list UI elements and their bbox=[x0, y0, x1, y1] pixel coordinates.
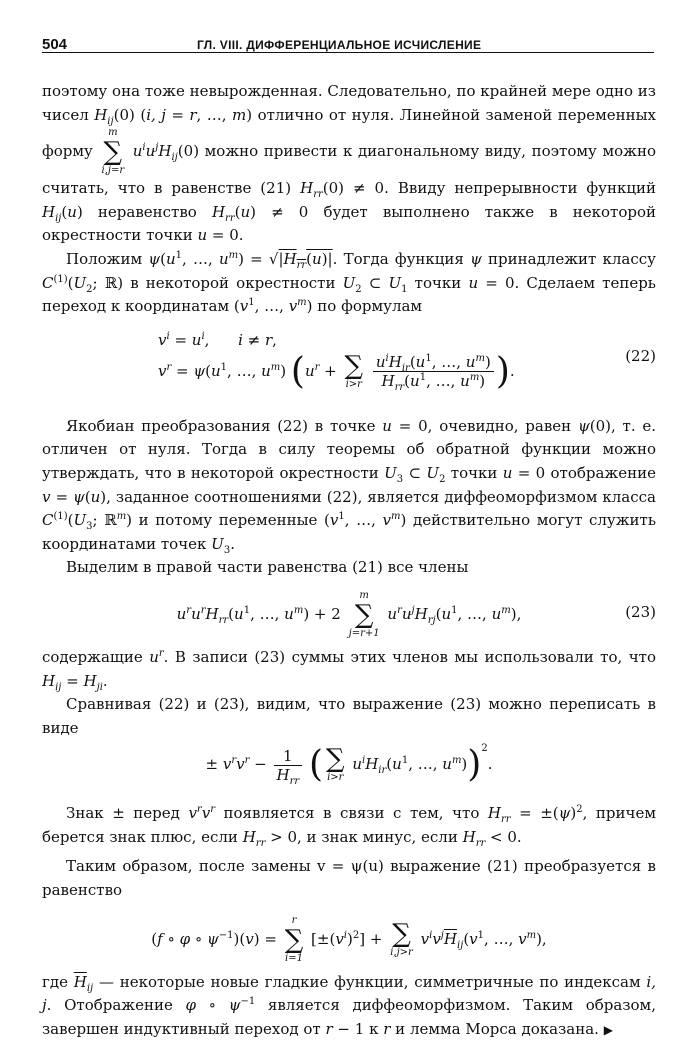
equation-number: (22) bbox=[625, 346, 656, 365]
paragraph: Сравнивая (22) и (23), видим, что выражение (23) можно переписать в виде bbox=[42, 695, 656, 737]
equation-result: (f ∘ φ ∘ $\psi^{-1})(v)$ = r ∑ i=1 $[\pm(v^i)^2]$ + ∑ i,j>r $v^iv^j\overline{H}_{ij}(v^1$, …, $v^m$), bbox=[151, 914, 547, 964]
paragraph: Положим $\psi(u^1$, …, $u^m) = √|H_{rr}(u)|$. Тогда функция ψ принадлежит классу $C^{(1)}(U_2$; ℝ) в некоторой окрестности $U_2$ ⊂ $U_1$ точки u = 0. Сделаем теперь переход к координатам ($v^1$, …, $v^m$) по формулам bbox=[42, 249, 656, 316]
paragraph: Якобиан преобразования (22) в точке u = 0, очевидно, равен ψ(0), т. е. отличен от нуля. Тогда в силу теоремы об обратной функции можно утверждать, что в некоторой окрестности $U_3$ ⊂ $U_2$ точки u = 0 отображение v = ψ(u), заданное соотношениями (22), является диффеоморфизмом класса $C^{(1)}(U_3$; ℝ$^m$) и потому переменные ($v^1$, …, $v^m$) действительно могут служить координатами точек $U_3$. bbox=[42, 416, 657, 556]
sum-operator: m ∑ i,j=r bbox=[101, 127, 125, 177]
page-header bbox=[42, 26, 654, 53]
equation-23: $u^ru^rH_{rr}(u^1$, …, $u^m) + 2$ m ∑ j=r+1 $u^ru^jH_{rj}(u^1$, …, $u^m$), (23) bbox=[176, 589, 656, 639]
paragraph: Таким образом, после замены v = ψ(u) выражение (21) преобразуется в равенство bbox=[42, 857, 656, 900]
paragraph: Выделим в правой части равенства (21) все члены bbox=[66, 558, 469, 577]
end-of-proof-icon: ▶ bbox=[603, 1022, 613, 1037]
paragraph: Знак ± перед $v^rv^r$ появляется в связи с тем, что $H_{rr} = \pm(\psi)^2$, причем берется знак плюс, если $H_{rr} > 0$, и знак минус, если $H_{rr} < 0$. bbox=[42, 804, 656, 849]
equation-rewrite: ± $v^rv^r$ − $\frac{1}{H_{rr}}$ ( ∑ i>r $u^iH_{ir}(u^1$, …, $u^m))^2$. bbox=[205, 743, 493, 787]
paragraph: где $\overline{H}_{ij}$ — некоторые новые гладкие функции, симметричные по индексам i, j. Отображение φ ∘ $\psi^{-1}$ является диффеоморфизмом. Таким образом, завершен индуктивный переход от r − 1 к r и лемма Морса доказана. ▶ bbox=[42, 972, 656, 1038]
page-number: 504 bbox=[42, 36, 68, 53]
page-body bbox=[42, 80, 656, 1042]
paragraph: содержащие $u^r$. В записи (23) суммы этих членов мы использовали то, что $H_{ij} = H_{ji}$. bbox=[42, 647, 656, 693]
equation-number: (23) bbox=[625, 603, 656, 622]
running-title: ГЛ. VIII. ДИФФЕРЕНЦИАЛЬНОЕ ИСЧИСЛЕНИЕ bbox=[197, 38, 482, 52]
equation-22: $v^i = u^i$, i ≠ r, $v^r = \psi(u^1$, …, $u^m$) ($u^r$ + ∑ i>r $\frac{u^iH_{ir}(u^1, \dots, u^m)}{H_{rr}(u^1, \dots, u^m)}$ ). (22) bbox=[158, 330, 656, 394]
paragraph: поэтому она тоже невырожденная. Следовательно, по крайней мере одно из чисел $H_{ij}(0)$ (i, j = r, …, m) отлично от нуля. Линейной заменой переменных форму m ∑ i,j=r $u^iu^jH_{ij}(0)$ можно привести к диагональному виду, поэтому можно считать, что в равенстве (21) $H_{rr}(0) \ne 0$. Ввиду непрерывности функций $H_{ij}(u)$ неравенство $H_{rr}(u) \ne 0$ будет выполнено также в некоторой окрестности точки u = 0. bbox=[42, 82, 657, 245]
fraction: $\frac{u^iH_{ir}(u^1, \dots, u^m)}{H_{rr}(u^1, \dots, u^m)}$ bbox=[373, 353, 494, 390]
